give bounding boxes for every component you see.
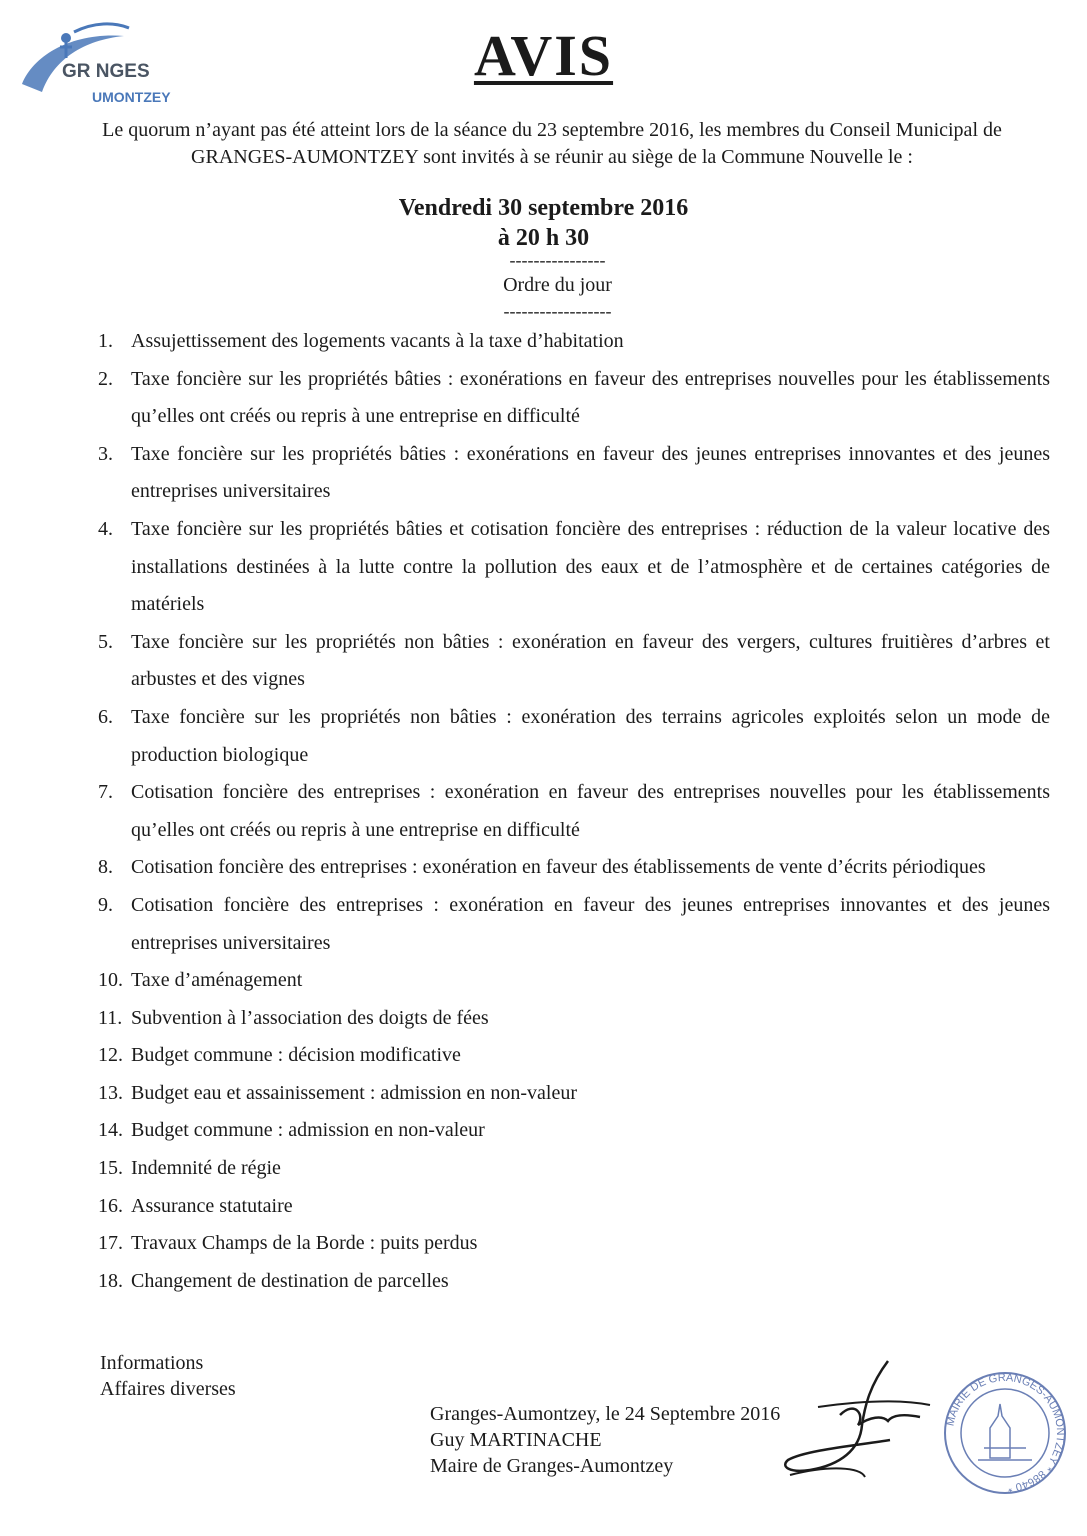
agenda-item-number: 15. xyxy=(98,1157,123,1180)
separator: ---------------- xyxy=(509,250,606,270)
agenda-item-number: 12. xyxy=(98,1044,123,1067)
logo-text-line1: GR NGES xyxy=(62,61,150,82)
agenda-item-number: 11. xyxy=(98,1006,123,1029)
agenda-item-text: Taxe foncière sur les propriétés bâties : exonérations en faveur des entreprises nouvelles pour les établissements qu’elles ont créés ou repris à une entreprise en difficulté xyxy=(131,367,1050,428)
agenda-item-number: 17. xyxy=(98,1232,123,1255)
agenda-item-text: Taxe d’aménagement xyxy=(131,969,303,992)
page-title: AVIS xyxy=(473,23,614,88)
agenda-item-number: 8. xyxy=(98,856,113,879)
agenda-item-number: 13. xyxy=(98,1081,123,1104)
misc-informations: Informations xyxy=(100,1352,204,1374)
agenda-item-text: Cotisation foncière des entreprises : exonération en faveur des entreprises nouvelles pour les établissements qu’elles ont créés ou repris à une entreprise en difficulté xyxy=(131,781,1050,841)
agenda-item-number: 14. xyxy=(98,1119,123,1142)
intro-paragraph: Le quorum n’ayant pas été atteint lors de la séance du 23 septembre 2016, les membres du Conseil Municipal de GRANGES-AUMONTZEY sont invités à se réunir au siège de la Commune Nouvelle le : xyxy=(102,119,1002,168)
meeting-time: à 20 h 30 xyxy=(497,225,590,251)
agenda-title: Ordre du jour xyxy=(503,274,612,296)
agenda-item xyxy=(98,511,1050,624)
svg-text:MAIRIE DE GRANGES-AUMONTZEY *: MAIRIE DE GRANGES-AUMONTZEY * 88640 * xyxy=(944,1371,1067,1494)
agenda-item xyxy=(98,849,1050,887)
misc-section xyxy=(100,1350,236,1402)
agenda-item-text: Cotisation foncière des entreprises : exonération en faveur des établissements de vente d’écrits périodiques xyxy=(131,856,986,879)
agenda-item-number: 2. xyxy=(98,367,113,390)
agenda-item xyxy=(98,1150,1050,1188)
agenda-item xyxy=(98,1000,1050,1038)
town-hall-stamp xyxy=(940,1368,1070,1498)
agenda-item-number: 7. xyxy=(98,781,113,804)
agenda-item-number: 6. xyxy=(98,705,113,728)
signature-place-date: Granges-Aumontzey, le 24 Septembre 2016 xyxy=(430,1403,781,1425)
misc-affaires: Affaires diverses xyxy=(100,1378,236,1400)
agenda-item-text: Travaux Champs de la Borde : puits perdus xyxy=(131,1232,478,1255)
agenda-item xyxy=(98,436,1050,511)
agenda-item-number: 5. xyxy=(98,630,113,653)
agenda-item-number: 4. xyxy=(98,517,113,540)
agenda-item xyxy=(98,1075,1050,1113)
agenda-item-text: Taxe foncière sur les propriétés non bâties : exonération en faveur des vergers, cultures fruitières d’arbres et arbustes et des vignes xyxy=(131,630,1050,691)
agenda-item-text: Budget eau et assainissement : admission en non-valeur xyxy=(131,1081,578,1104)
agenda-item xyxy=(98,323,1050,361)
agenda-item-text: Cotisation foncière des entreprises : exonération en faveur des jeunes entreprises innovantes et des jeunes entreprises universitaires xyxy=(131,893,1050,954)
signature-block xyxy=(430,1401,780,1479)
agenda-item xyxy=(98,1037,1050,1075)
agenda-list xyxy=(98,323,1050,1300)
agenda-item xyxy=(98,699,1050,774)
agenda-item xyxy=(98,361,1050,436)
agenda-item-text: Taxe foncière sur les propriétés bâties et cotisation foncière des entreprises : réduction de la valeur locative des installations destinées à la lutte contre la pollution des eaux et de l’atmosphère et de certaines catégories de matériels xyxy=(131,517,1050,616)
agenda-item xyxy=(98,624,1050,699)
separator: ------------------ xyxy=(503,301,612,321)
agenda-item-number: 10. xyxy=(98,969,123,992)
signature-role: Maire de Granges-Aumontzey xyxy=(430,1455,674,1477)
agenda-item-number: 1. xyxy=(98,330,113,352)
agenda-item xyxy=(98,962,1050,1000)
agenda-item-text: Taxe foncière sur les propriétés non bâties : exonération des terrains agricoles exploités selon un mode de production biologique xyxy=(131,705,1050,766)
agenda-item xyxy=(98,1263,1050,1301)
agenda-item-number: 3. xyxy=(98,442,113,465)
agenda-item xyxy=(98,1225,1050,1263)
agenda-item xyxy=(98,774,1050,849)
agenda-item-number: 16. xyxy=(98,1194,123,1217)
agenda-item-text: Budget commune : décision modificative xyxy=(131,1044,461,1067)
signature-name: Guy MARTINACHE xyxy=(430,1429,602,1451)
agenda-item-text: Indemnité de régie xyxy=(131,1157,281,1180)
agenda-item-number: 9. xyxy=(98,893,113,916)
agenda-item xyxy=(98,887,1050,962)
meeting-datetime xyxy=(0,193,1087,253)
handwritten-signature xyxy=(770,1355,945,1495)
agenda-item-number: 18. xyxy=(98,1269,123,1292)
agenda-item-text: Taxe foncière sur les propriétés bâties : exonérations en faveur des jeunes entreprises innovantes et des jeunes entreprises universitaires xyxy=(131,442,1050,503)
agenda-item-text: Subvention à l’association des doigts de fées xyxy=(131,1006,489,1029)
agenda-item-text: Assurance statutaire xyxy=(131,1194,293,1217)
agenda-item-text: Budget commune : admission en non-valeur xyxy=(131,1119,485,1142)
agenda-item-text: Changement de destination de parcelles xyxy=(131,1269,449,1292)
agenda-item-text: Assujettissement des logements vacants à la taxe d’habitation xyxy=(131,330,624,352)
logo-text-line2: UMONTZEY xyxy=(92,89,171,105)
agenda-item xyxy=(98,1188,1050,1226)
agenda-item xyxy=(98,1112,1050,1150)
meeting-date: Vendredi 30 septembre 2016 xyxy=(398,195,689,221)
